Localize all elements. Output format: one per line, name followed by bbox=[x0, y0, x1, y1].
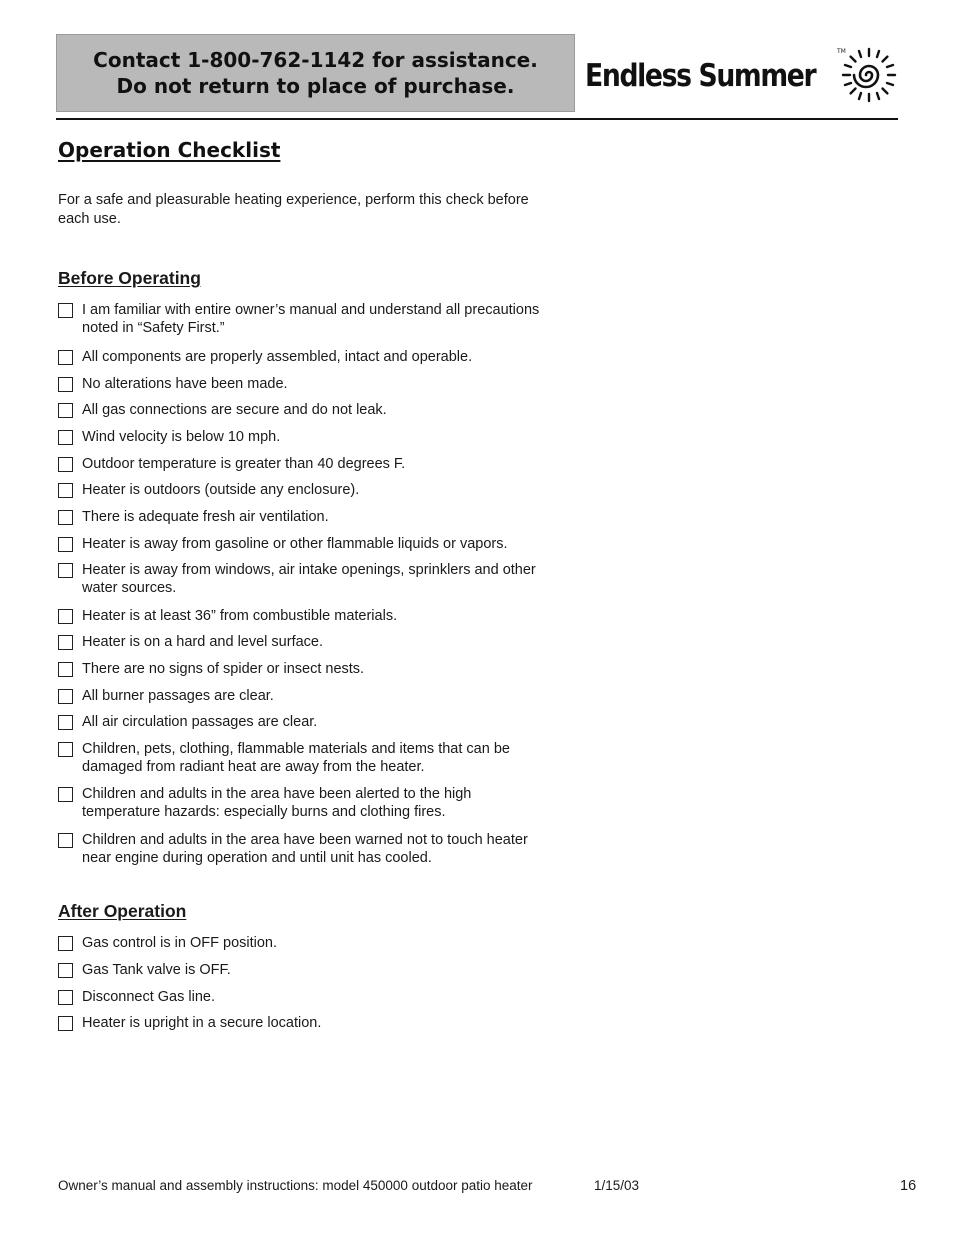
checklist-item-label: All components are properly assembled, intact and operable. bbox=[82, 349, 473, 365]
checkbox[interactable] bbox=[58, 430, 73, 445]
checklist-item[interactable] bbox=[58, 988, 558, 1006]
checklist-item[interactable] bbox=[58, 428, 558, 446]
checklist-item-label: Gas control is in OFF position. bbox=[82, 935, 278, 951]
checklist-item-label: Outdoor temperature is greater than 40 degrees F. bbox=[82, 456, 406, 472]
checkbox[interactable] bbox=[58, 936, 73, 951]
checkbox[interactable] bbox=[58, 537, 73, 552]
checkbox[interactable] bbox=[58, 963, 73, 978]
checklist-item[interactable] bbox=[58, 740, 558, 776]
checklist-item-label: Wind velocity is below 10 mph. bbox=[82, 429, 281, 445]
checklist-item-label: Children, pets, clothing, flammable materials and items that can be damaged from radiant heat are away from the heater. bbox=[82, 741, 510, 775]
checkbox[interactable] bbox=[58, 990, 73, 1005]
checkbox[interactable] bbox=[58, 350, 73, 365]
checklist-item-label: Heater is away from windows, air intake openings, sprinklers and other water sources. bbox=[82, 562, 536, 596]
checkbox[interactable] bbox=[58, 457, 73, 472]
checklist-item[interactable] bbox=[58, 934, 558, 952]
trademark-mark: TM bbox=[837, 48, 846, 55]
checklist-item[interactable] bbox=[58, 561, 558, 597]
checkbox[interactable] bbox=[58, 609, 73, 624]
checkbox[interactable] bbox=[58, 689, 73, 704]
checklist-item[interactable] bbox=[58, 481, 558, 499]
checklist-item-label: All air circulation passages are clear. bbox=[82, 714, 318, 730]
after-operation-heading: After Operation bbox=[58, 901, 187, 921]
checkbox[interactable] bbox=[58, 787, 73, 802]
checkbox[interactable] bbox=[58, 563, 73, 578]
page-number: 16 bbox=[900, 1178, 917, 1194]
checklist-item[interactable] bbox=[58, 535, 558, 553]
checkbox[interactable] bbox=[58, 742, 73, 757]
checklist-item-label: Disconnect Gas line. bbox=[82, 989, 215, 1005]
checklist-item-label: There is adequate fresh air ventilation. bbox=[82, 509, 329, 525]
assistance-banner bbox=[56, 34, 575, 112]
checklist-item-label: Children and adults in the area have been alerted to the high temperature hazards: especially burns and clothing fires. bbox=[82, 786, 472, 820]
checklist-item[interactable] bbox=[58, 660, 558, 678]
checklist-item[interactable] bbox=[58, 687, 558, 705]
page-title: Operation Checklist bbox=[58, 138, 281, 162]
checklist-item[interactable] bbox=[58, 348, 558, 366]
checklist-item-label: Children and adults in the area have been warned not to touch heater near engine during operation and until unit has cooled. bbox=[82, 832, 528, 866]
checklist-item-label: Heater is on a hard and level surface. bbox=[82, 634, 323, 650]
checklist-item[interactable] bbox=[58, 713, 558, 731]
checkbox[interactable] bbox=[58, 403, 73, 418]
checkbox[interactable] bbox=[58, 303, 73, 318]
checkbox[interactable] bbox=[58, 510, 73, 525]
intro-paragraph: For a safe and pleasurable heating experience, perform this check before each use. bbox=[58, 192, 529, 227]
checkbox[interactable] bbox=[58, 483, 73, 498]
checklist-item-label: There are no signs of spider or insect nests. bbox=[82, 661, 365, 677]
footer-manual-title: Owner’s manual and assembly instructions: model 450000 outdoor patio heater bbox=[58, 1178, 533, 1193]
assistance-line-2: Do not return to place of purchase. bbox=[116, 74, 515, 98]
checklist-item-label: All burner passages are clear. bbox=[82, 688, 274, 704]
checklist-item[interactable] bbox=[58, 1014, 558, 1032]
brand-logo bbox=[585, 50, 845, 102]
before-operating-heading: Before Operating bbox=[58, 268, 201, 288]
checkbox[interactable] bbox=[58, 833, 73, 848]
sun-spiral-icon bbox=[840, 46, 898, 104]
brand-name: Endless Summer bbox=[585, 58, 816, 94]
checklist-item-label: Heater is at least 36” from combustible materials. bbox=[82, 608, 398, 624]
checklist-item-label: Heater is away from gasoline or other flammable liquids or vapors. bbox=[82, 536, 508, 552]
checklist-item[interactable] bbox=[58, 633, 558, 651]
header-divider bbox=[56, 118, 898, 120]
checklist-item-label: I am familiar with entire owner’s manual and understand all precautions noted in “Safety First.” bbox=[82, 302, 540, 336]
assistance-line-1: Contact 1-800-762-1142 for assistance. bbox=[93, 48, 538, 72]
checkbox[interactable] bbox=[58, 715, 73, 730]
checklist-item-label: Gas Tank valve is OFF. bbox=[82, 962, 231, 978]
checklist-item[interactable] bbox=[58, 961, 558, 979]
checklist-item[interactable] bbox=[58, 401, 558, 419]
checkbox[interactable] bbox=[58, 1016, 73, 1031]
checkbox[interactable] bbox=[58, 377, 73, 392]
checklist-item[interactable] bbox=[58, 785, 558, 821]
checklist-item-label: Heater is upright in a secure location. bbox=[82, 1015, 322, 1031]
checklist-item[interactable] bbox=[58, 301, 558, 337]
checklist-item[interactable] bbox=[58, 607, 558, 625]
checklist-item[interactable] bbox=[58, 375, 558, 393]
checklist-item[interactable] bbox=[58, 508, 558, 526]
checklist-item[interactable] bbox=[58, 455, 558, 473]
checklist-item-label: No alterations have been made. bbox=[82, 376, 288, 392]
checklist-item-label: All gas connections are secure and do not leak. bbox=[82, 402, 387, 418]
checkbox[interactable] bbox=[58, 662, 73, 677]
checkbox[interactable] bbox=[58, 635, 73, 650]
checklist-item[interactable] bbox=[58, 831, 558, 867]
footer-date: 1/15/03 bbox=[594, 1178, 640, 1193]
checklist-item-label: Heater is outdoors (outside any enclosure). bbox=[82, 482, 360, 498]
